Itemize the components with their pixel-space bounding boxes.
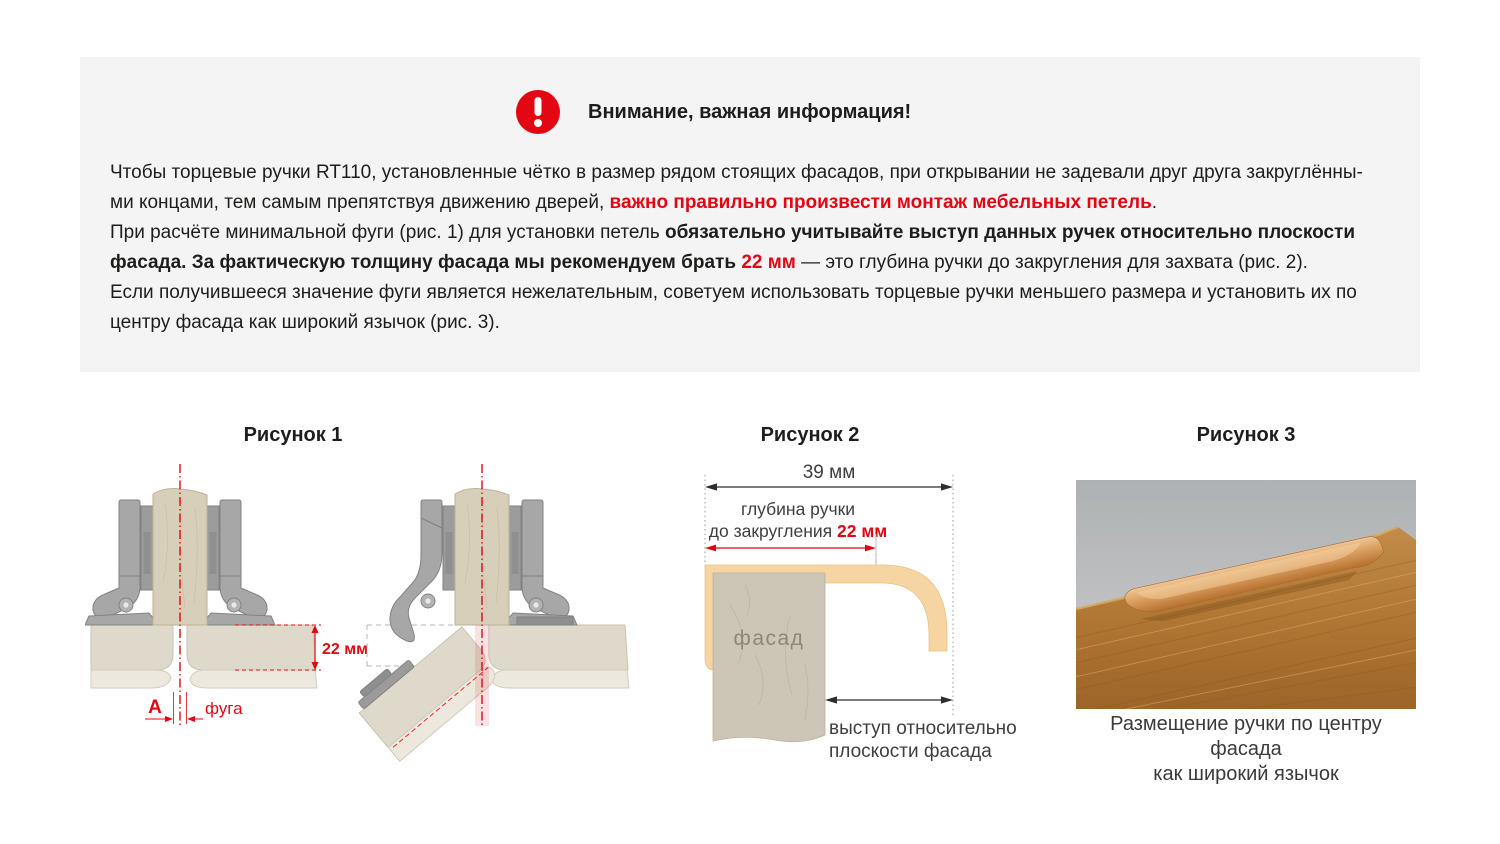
fig1-a-label: A [148,697,162,718]
text-line-5: Если получившееся значение фуги является нежелательным, советуем использовать торцевые ручки меньшего размера и установить их по [110,282,1357,303]
figure1-title: Рисунок 1 [243,424,343,446]
text-line-2: ми концами, тем самым препятствуя движению дверей, важно правильно произвести монтаж мебельных петель. [110,192,1158,213]
figure1-hinge-diagram [85,458,655,788]
fig1-22mm-dim: 22 мм [322,641,368,658]
svg-text:глубина ручки: глубина ручки [740,499,856,519]
fig2-depth-dimension [705,499,887,567]
svg-text:выступ относительно: выступ относительно [829,718,1017,739]
figure3-title: Рисунок 3 [1196,424,1296,446]
fig2-width-dimension [705,462,953,491]
text-line-3: При расчёте минимальной фуги (рис. 1) для установки петель обязательно учитывайте выступ данных ручек относительно плоскости [110,222,1356,243]
figure3-handle-photo [1076,480,1416,709]
fig1-fuga-label: фуга [205,699,243,718]
warning-banner [80,57,1420,372]
figure2-handle-profile-diagram [695,455,1025,785]
text-line-1: Чтобы торцевые ручки RT110, установленные чётко в размер рядом стоящих фасадов, при открывании не задевали друг друга закруглённы- [110,162,1363,183]
exclamation-warning-icon [515,89,561,135]
fig1-open-assembly [349,464,629,761]
figure3-caption: Размещение ручки по центру фасада как широкий язычок [1110,713,1382,785]
svg-text:до закругления 22 мм: до закругления 22 мм [708,521,888,541]
text-line-4: фасада. За фактическую толщину фасада мы рекомендуем брать 22 мм — это глубина ручки до закругления для захвата (рис. 2). [110,252,1308,273]
svg-text:39 мм: 39 мм [802,462,856,483]
fig2-facade-panel [713,573,825,742]
fig2-protrusion-dimension [825,696,1017,762]
banner-body-text [110,158,1410,338]
fig1-closed-assembly [85,464,368,726]
fig2-facade-label: фасад [733,627,805,650]
figure2-title: Рисунок 2 [760,424,860,446]
text-line-6: центру фасада как широкий язычок (рис. 3). [110,312,500,333]
svg-text:плоскости фасада: плоскости фасада [829,741,992,762]
banner-title: Внимание, важная информация! [588,101,912,123]
